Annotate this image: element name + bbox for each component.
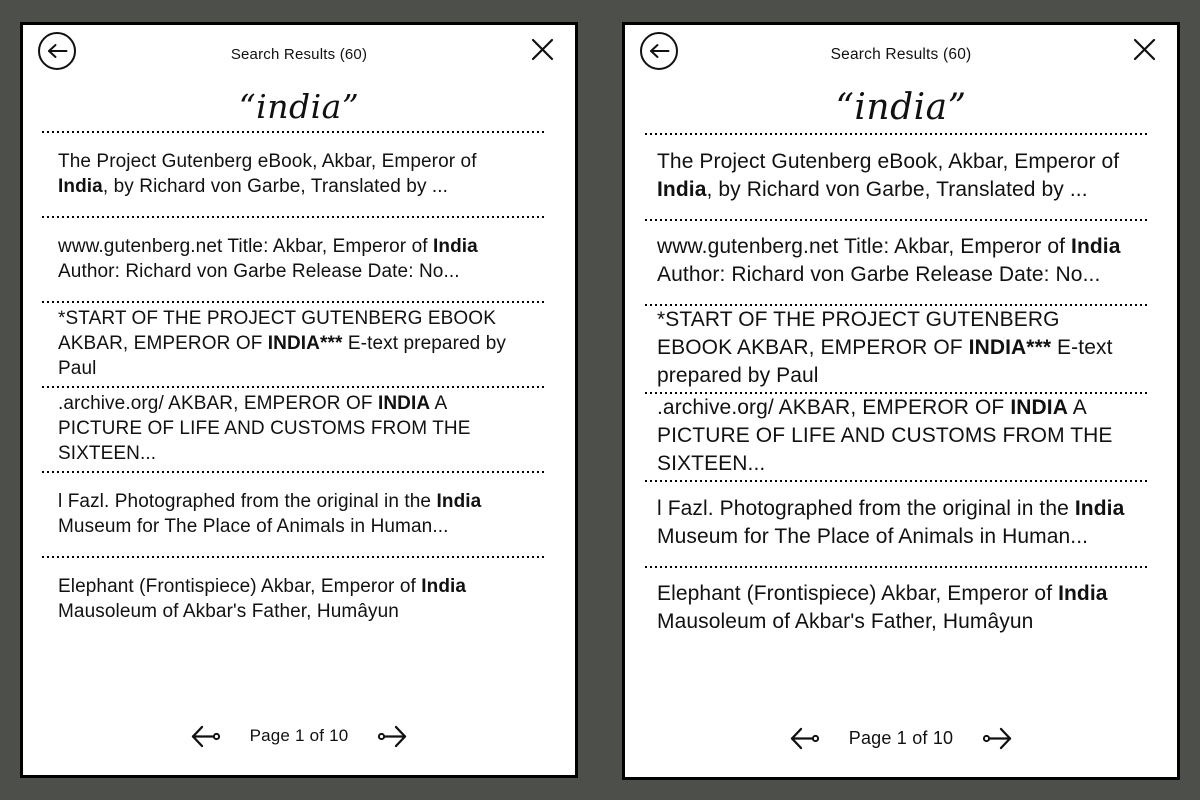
- close-button[interactable]: [1131, 36, 1157, 62]
- page-indicator: Page 1 of 10: [848, 727, 954, 748]
- search-result-text: l Fazl. Photographed from the original in the India Museum for The Place of Animals in Human...: [657, 496, 1125, 548]
- search-result-item[interactable]: [645, 392, 1148, 480]
- page-indicator: Page 1 of 10: [249, 726, 349, 745]
- search-result-text: Elephant (Frontispiece) Akbar, Emperor of India Mausoleum of Akbar's Father, Humâyun: [657, 582, 1108, 634]
- search-result-item[interactable]: [645, 480, 1148, 566]
- search-result-text: The Project Gutenberg eBook, Akbar, Emperor of India, by Richard von Garbe, Translated by ...: [657, 149, 1120, 201]
- next-page-button[interactable]: [377, 723, 408, 749]
- close-icon: [1133, 38, 1156, 61]
- search-result-item[interactable]: [42, 131, 545, 216]
- search-result-item[interactable]: [645, 133, 1148, 219]
- search-results-list: [645, 133, 1148, 651]
- left-arrow-icon: [789, 726, 820, 751]
- search-results-dialog-left: [20, 22, 578, 778]
- search-query: “india”: [238, 87, 360, 126]
- search-result-item[interactable]: [42, 471, 545, 556]
- search-result-item[interactable]: [645, 219, 1148, 305]
- search-result-item[interactable]: [645, 304, 1148, 392]
- search-results-dialog-right: [622, 22, 1180, 780]
- search-result-item[interactable]: [42, 556, 545, 641]
- search-result-item[interactable]: [42, 301, 545, 386]
- search-result-item[interactable]: [42, 386, 545, 471]
- search-result-item[interactable]: [645, 566, 1148, 652]
- left-arrow-icon: [190, 724, 221, 749]
- search-result-text: The Project Gutenberg eBook, Akbar, Emperor of India, by Richard von Garbe, Translated by ...: [58, 150, 477, 197]
- close-icon: [531, 38, 554, 61]
- search-result-text: .archive.org/ AKBAR, EMPEROR OF INDIA A PICTURE OF LIFE AND CUSTOMS FROM THE SIXTEEN...: [657, 396, 1113, 475]
- next-page-button[interactable]: [982, 725, 1013, 751]
- search-query: “india”: [835, 87, 967, 128]
- dialog-title: Search Results (60): [230, 46, 368, 63]
- pagination-bar: [23, 723, 575, 749]
- search-result-item[interactable]: [42, 216, 545, 301]
- search-result-text: www.gutenberg.net Title: Akbar, Emperor of India Author: Richard von Garbe Release Date: No...: [58, 235, 478, 282]
- search-result-text: .archive.org/ AKBAR, EMPEROR OF INDIA A PICTURE OF LIFE AND CUSTOMS FROM THE SIXTEEN...: [58, 393, 471, 464]
- previous-page-button[interactable]: [789, 725, 820, 751]
- search-result-text: *START OF THE PROJECT GUTENBERG EBOOK AKBAR, EMPEROR OF INDIA*** E-text prepared by Paul: [657, 308, 1113, 387]
- search-result-text: Elephant (Frontispiece) Akbar, Emperor of India Mausoleum of Akbar's Father, Humâyun: [58, 575, 467, 622]
- close-button[interactable]: [529, 36, 555, 62]
- pagination-bar: [625, 725, 1177, 751]
- right-arrow-icon: [377, 724, 408, 749]
- search-result-text: l Fazl. Photographed from the original in the India Museum for The Place of Animals in Human...: [58, 490, 482, 537]
- search-result-text: www.gutenberg.net Title: Akbar, Emperor of India Author: Richard von Garbe Release Date: No...: [657, 235, 1121, 287]
- search-result-text: *START OF THE PROJECT GUTENBERG EBOOK AKBAR, EMPEROR OF INDIA*** E-text prepared by Paul: [58, 308, 506, 379]
- right-arrow-icon: [982, 726, 1013, 751]
- search-results-list: [42, 131, 545, 641]
- dialog-title: Search Results (60): [830, 46, 972, 63]
- previous-page-button[interactable]: [190, 723, 221, 749]
